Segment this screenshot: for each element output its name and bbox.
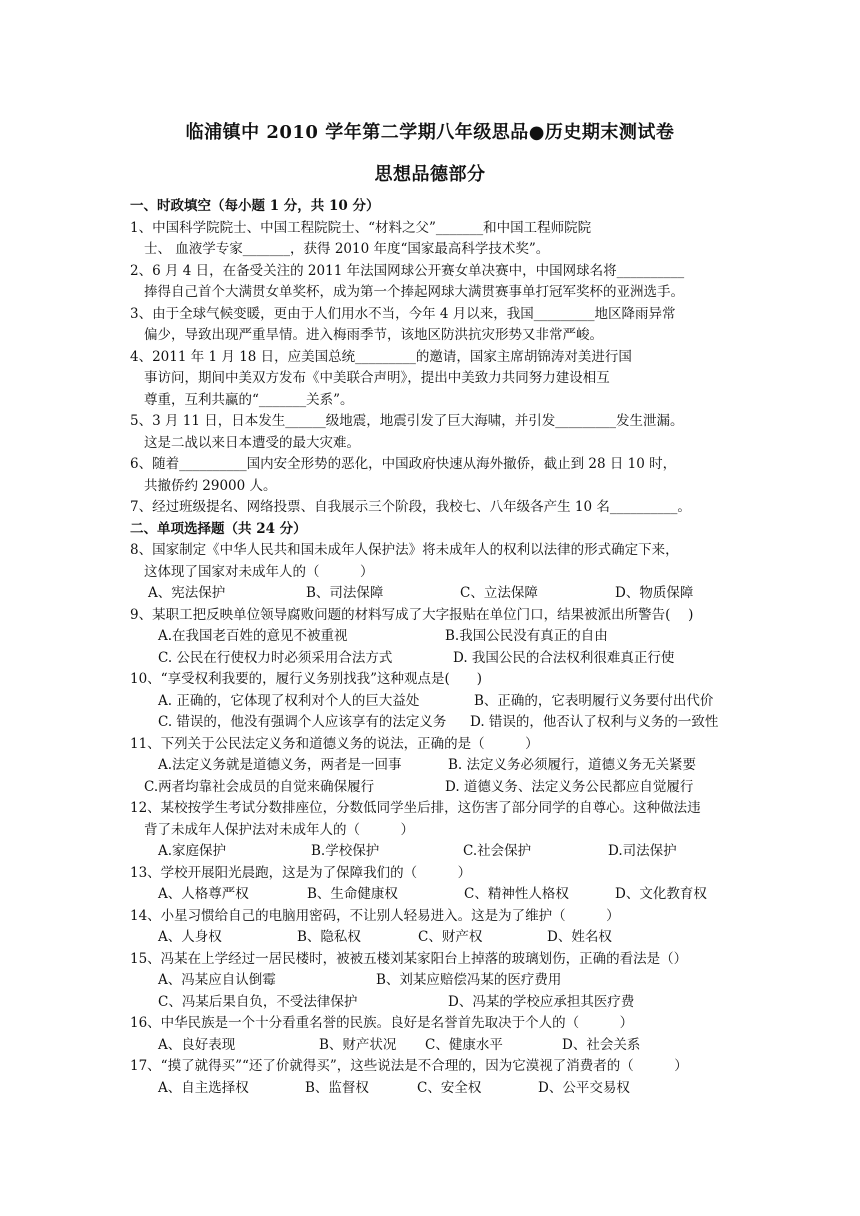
option-d: D、文化教育权: [615, 886, 707, 902]
question-stem: 14、小星习惯给自己的电脑用密码，不让别人轻易进入。这是为了维护（ ）: [130, 907, 620, 924]
question-5: [130, 411, 735, 454]
section-heading-current-affairs: 一、时政填空（每小题 1 分，共 10 分）: [130, 198, 380, 214]
question-17: [130, 1056, 735, 1099]
option-a: A、冯某应自认倒霉: [158, 972, 276, 988]
question-14: [130, 906, 735, 949]
option-d: D、姓名权: [547, 929, 612, 945]
question-stem: 9、某职工把反映单位领导腐败问题的材料写成了大字报贴在单位门口，结果被派出所警告( ): [130, 606, 694, 623]
options-row: [130, 841, 735, 863]
question-stem: 11、下列关于公民法定义务和道德义务的说法，正确的是（ ）: [130, 735, 539, 752]
question-line: 捧得自己首个大满贯女单奖杯，成为第一个捧起网球大满贯赛事单打冠军奖杯的亚洲选手。: [144, 284, 684, 300]
options-row: [130, 1035, 735, 1057]
option-d: D、冯某的学校应承担其医疗费: [448, 993, 635, 1010]
question-11: [130, 734, 735, 799]
option-d: D、公平交易权: [538, 1079, 630, 1096]
options-row: [130, 777, 735, 799]
options-row: [130, 927, 735, 949]
option-c: C、立法保障: [460, 585, 538, 601]
options-row: [130, 884, 735, 906]
question-line: 2、6 月 4 日，在备受关注的 2011 年法国网球公开赛女单决赛中，中国网球名将__________: [130, 262, 685, 279]
option-b: B、正确的，它表明履行义务要付出代价: [474, 692, 714, 709]
option-c: C.两者均靠社会成员的自觉来确保履行: [144, 778, 375, 795]
question-stem: 15、冯某在上学经过一居民楼时，被被五楼刘某家阳台上掉落的玻璃划伤，正确的看法是（）: [130, 950, 688, 967]
question-line: 尊重，互利共赢的“_______关系”。: [144, 391, 354, 408]
question-6: [130, 454, 735, 497]
question-12: [130, 798, 735, 863]
options-row: [130, 691, 735, 713]
question-stem: 这体现了国家对未成年人的（ ）: [144, 563, 374, 580]
option-c: C、财产权: [418, 929, 483, 945]
option-a: A、良好表现: [158, 1036, 236, 1053]
option-a: A. 正确的，它体现了权利对个人的巨大益处: [158, 692, 420, 709]
options-row: [130, 583, 735, 605]
option-c: C、冯某后果自负，不受法律保护: [158, 993, 358, 1010]
options-row: [130, 992, 735, 1014]
option-c: C.社会保护: [463, 843, 532, 859]
question-10: [130, 669, 735, 734]
question-2: [130, 261, 735, 304]
option-a: A.法定义务就是道德义务，两者是一回事: [158, 757, 402, 773]
question-line: 1、中国科学院院士、中国工程院院士、“材料之父”_______和中国工程师院院: [130, 219, 592, 236]
option-c: C、精神性人格权: [464, 886, 569, 902]
options-row: [130, 1078, 735, 1100]
option-d: D、物质保障: [615, 585, 694, 601]
option-b: B、刘某应赔偿冯某的医疗费用: [376, 972, 562, 988]
option-b: B、司法保障: [306, 585, 384, 601]
question-stem: 12、某校按学生考试分数排座位，分数低同学坐后排，这伤害了部分同学的自尊心。这种做法违: [130, 800, 701, 816]
question-line: 6、随着__________国内安全形势的恶化，中国政府快速从海外撤侨，截止到 28 日 10 时，: [130, 456, 677, 472]
question-stem: 16、中华民族是一个十分看重名誉的民族。良好是名誉首先取决于个人的（ ）: [130, 1015, 634, 1031]
option-a: A.家庭保护: [158, 843, 227, 859]
options-row: [130, 755, 735, 777]
question-line: 这是二战以来日本遭受的最大灾难。: [144, 434, 360, 451]
question-line: 事访问，期间中美双方发布《中美联合声明》，提出中美致力共同努力建设相互: [144, 370, 610, 386]
option-a: A、人格尊严权: [158, 886, 249, 902]
question-stem: 8、国家制定《中华人民共和国未成年人保护法》将未成年人的权利以法律的形式确定下来，: [130, 542, 679, 558]
question-1: [130, 218, 735, 261]
question-line: 5、3 月 11 日，日本发生______级地震，地震引发了巨大海啸，并引发_________发生泄漏。: [130, 413, 684, 429]
question-stem: 13、学校开展阳光晨跑，这是为了保障我们的（ ）: [130, 864, 472, 881]
option-c: C、安全权: [417, 1079, 482, 1096]
option-a: A、宪法保护: [148, 585, 226, 601]
question-7: [130, 497, 735, 519]
options-row: [130, 648, 735, 670]
question-3: [130, 304, 735, 347]
options-row: [130, 626, 735, 648]
question-line: 7、经过班级提名、网络投票、自我展示三个阶段，我校七、八年级各产生 10 名__________。: [130, 499, 691, 515]
question-8: [130, 540, 735, 605]
question-13: [130, 863, 735, 906]
option-b: B、监督权: [305, 1079, 369, 1096]
option-c: C. 错误的，他没有强调个人应该享有的法定义务: [158, 714, 447, 730]
option-d: D. 道德义务、法定义务公民都应自觉履行: [445, 778, 694, 795]
question-stem: 17、“摸了就得买”“还了价就得买”，这些说法是不合理的，因为它漠视了消费者的（ ）: [130, 1058, 688, 1074]
options-row: [130, 970, 735, 992]
option-d: D、社会关系: [562, 1036, 641, 1053]
question-line: 3、由于全球气候变暖，更由于人们用水不当，今年 4 月以来，我国_________地区降雨异常: [130, 305, 676, 322]
question-9: [130, 605, 735, 670]
question-line: 4、2011 年 1 月 18 日，应美国总统_________的邀请，国家主席胡锦涛对美进行国: [130, 348, 632, 365]
option-b: B.我国公民没有真正的自由: [445, 628, 608, 644]
question-16: [130, 1013, 735, 1056]
option-d: D.司法保护: [608, 843, 677, 859]
question-line: 士、 血液学专家_______，获得 2010 年度“国家最高科学技术奖”。: [144, 241, 550, 257]
option-b: B. 法定义务必须履行，道德义务无关紧要: [448, 757, 697, 773]
option-d: D. 我国公民的合法权利很难真正行使: [453, 649, 675, 666]
question-line: 共撤侨约 29000 人。: [144, 477, 277, 494]
option-b: B.学校保护: [311, 843, 380, 859]
option-a: A、人身权: [158, 929, 222, 945]
option-b: B、隐私权: [297, 929, 361, 945]
question-line: 偏少，导致出现严重旱情。进入梅雨季节，该地区防洪抗灾形势又非常严峻。: [144, 327, 603, 343]
section-title: 思想品德部分: [374, 164, 486, 185]
option-c: C、健康水平: [425, 1036, 503, 1053]
exam-title: 临浦镇中 2010 学年第二学期八年级思品●历史期末测试卷: [185, 122, 675, 143]
question-4: [130, 347, 735, 412]
exam-content: [130, 196, 735, 1099]
question-15: [130, 949, 735, 1014]
option-b: B、财产状况: [319, 1036, 397, 1053]
question-stem: 10、“享受权利我要的，履行义务别找我”这种观点是( ): [130, 671, 483, 687]
option-b: B、生命健康权: [307, 886, 398, 902]
option-d: D. 错误的，他否认了权利与义务的一致性: [470, 714, 719, 730]
option-c: C. 公民在行使权力时必须采用合法方式: [158, 649, 393, 666]
options-row: [130, 712, 735, 734]
option-a: A.在我国老百姓的意见不被重视: [158, 628, 348, 644]
option-a: A、自主选择权: [158, 1079, 249, 1096]
section-heading-multiple-choice: 二、单项选择题（共 24 分）: [130, 520, 307, 537]
question-stem: 背了未成年人保护法对未成年人的（ ）: [144, 821, 414, 838]
